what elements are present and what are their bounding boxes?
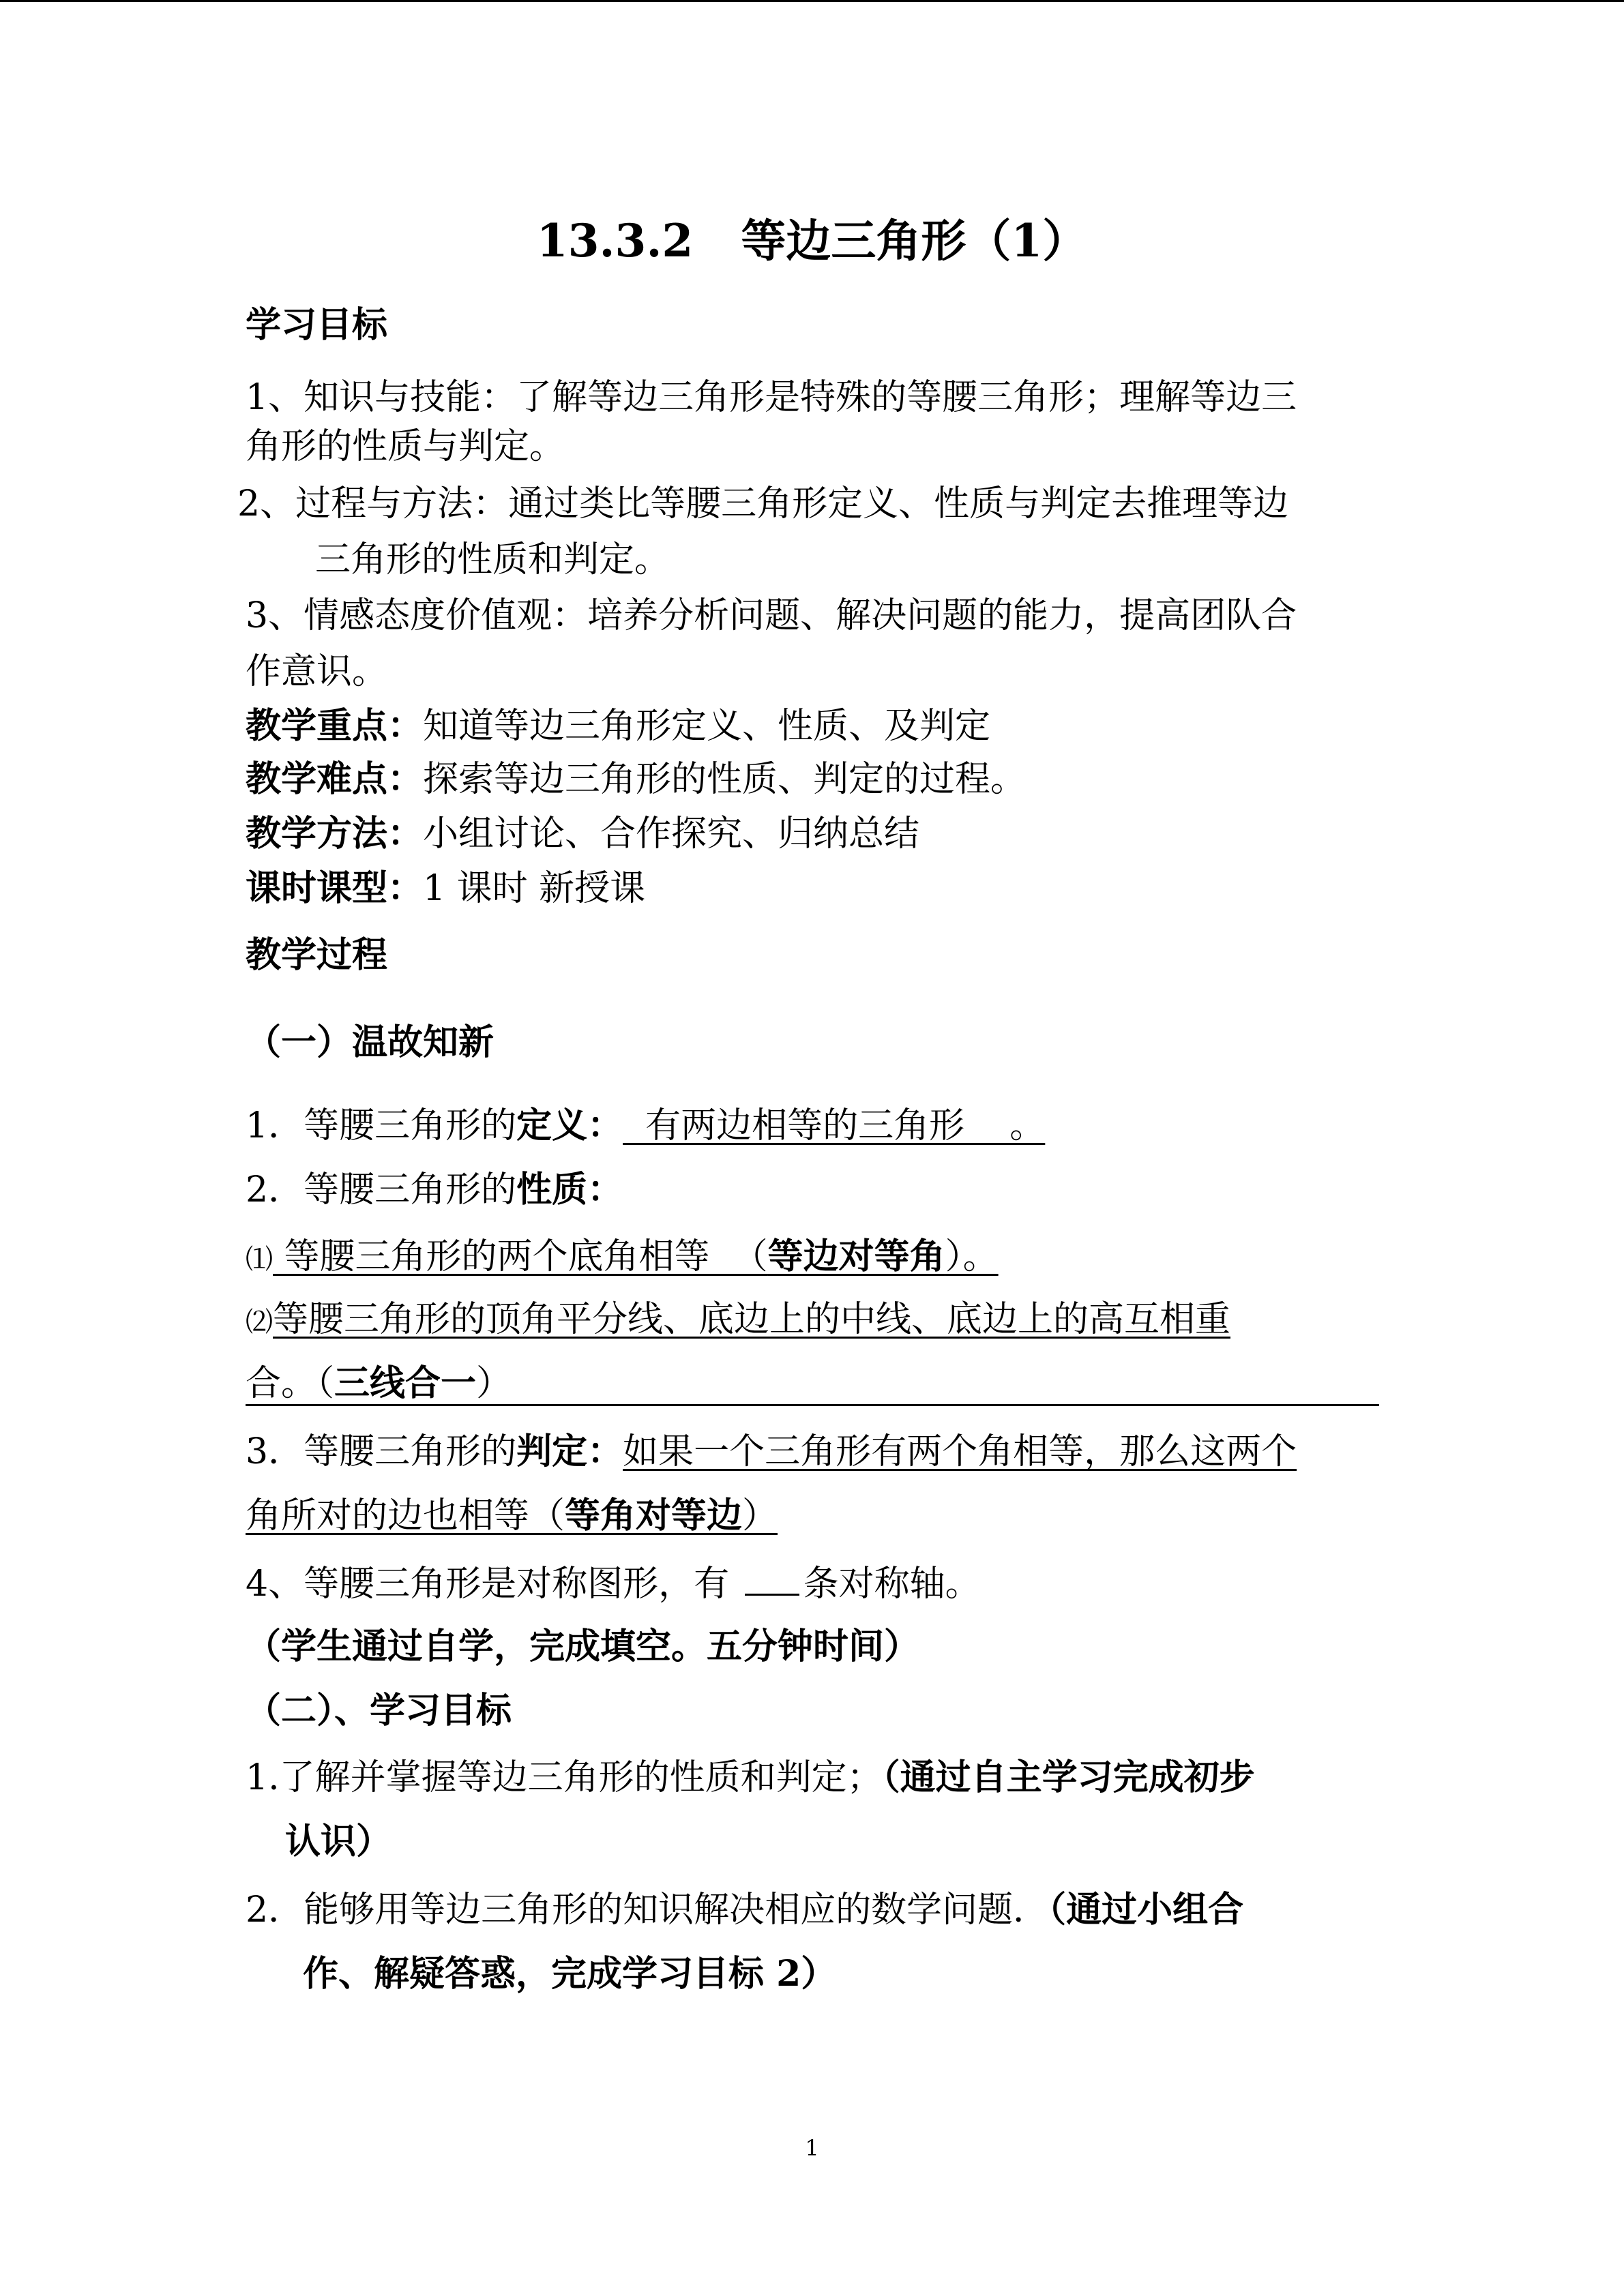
section-objectives-heading: （二）、学习目标 <box>246 1690 512 1731</box>
question-3-line-2 <box>246 1494 778 1538</box>
page-number: 1 <box>805 2135 819 2161</box>
property-2-rule: 三线合一 <box>334 1362 477 1404</box>
property-2-text: 等腰三角形的顶角平分线、底边上的中线、底边上的高互相重 <box>273 1299 1231 1340</box>
lesson-type <box>246 867 645 910</box>
question-4-b: 条对称轴。 <box>803 1564 981 1605</box>
question-1-prefix: 1．等腰三角形的 <box>246 1105 517 1146</box>
property-2-line-2-b: ） <box>476 1363 512 1404</box>
goal-1-line-2: 认识） <box>285 1821 392 1862</box>
process-heading: 教学过程 <box>246 934 388 976</box>
goal-1-line-1 <box>246 1756 1255 1800</box>
property-1-rule: 等边对等角 <box>767 1236 945 1277</box>
property-1-mark: ⑴ <box>246 1244 273 1275</box>
objective-1-line-2: 角形的性质与判定。 <box>246 426 565 467</box>
property-1-text: 等腰三角形的两个底角相等 （ <box>273 1236 768 1277</box>
objective-3-line-1: 3、情感态度价值观：培养分析问题、解决问题的能力，提高团队合 <box>246 595 1297 636</box>
section-review-heading: （一）温故知新 <box>246 1022 494 1063</box>
lesson-type-value: 1 课时 新授课 <box>423 868 646 909</box>
question-4-blank[interactable] <box>745 1560 799 1596</box>
property-1-underlined <box>273 1236 999 1277</box>
teaching-key-point <box>246 704 990 748</box>
objective-1-line-1: 1、知识与技能：了解等边三角形是特殊的等腰三角形；理解等边三 <box>246 377 1297 418</box>
teaching-method <box>246 812 919 856</box>
teaching-method-label: 教学方法： <box>246 813 424 854</box>
self-study-note: （学生通过自学，完成填空。五分钟时间） <box>246 1626 920 1667</box>
goal-2-note: （通过小组合 <box>1048 1889 1244 1930</box>
goal-1-text: 1.了解并掌握等边三角形的性质和判定； <box>246 1757 883 1798</box>
property-2-line-1 <box>246 1298 1230 1344</box>
question-1 <box>246 1104 1045 1148</box>
question-3-prefix: 3．等腰三角形的 <box>246 1431 517 1472</box>
teaching-difficult-value: 探索等边三角形的性质、判定的过程。 <box>423 759 1027 800</box>
page-title <box>0 213 1624 268</box>
question-1-answer: 有两边相等的三角形 。 <box>623 1105 1046 1146</box>
question-2-term: 性质： <box>516 1169 623 1210</box>
question-3-answer: 如果一个三角形有两个角相等，那么这两个 <box>623 1431 1297 1472</box>
question-2 <box>246 1168 623 1212</box>
teaching-key-label: 教学重点： <box>246 705 424 747</box>
objective-3-line-2: 作意识。 <box>246 651 388 692</box>
title-number: 13.3.2 <box>536 214 694 267</box>
objectives-heading: 学习目标 <box>246 304 388 346</box>
question-4-a: 4、等腰三角形是对称图形，有 <box>246 1564 741 1605</box>
property-1-end: ）。 <box>945 1236 999 1277</box>
question-4 <box>246 1560 981 1606</box>
objective-2-line-1: 2、过程与方法：通过类比等腰三角形定义、性质与判定去推理等边 <box>237 483 1289 524</box>
goal-2-line-1 <box>246 1888 1243 1932</box>
teaching-key-value: 知道等边三角形定义、性质、及判定 <box>423 706 991 747</box>
goal-2-text: 2．能够用等边三角形的知识解决相应的数学问题． <box>246 1890 1049 1930</box>
property-1 <box>246 1235 999 1281</box>
property-2-line-2-a: 合。（ <box>246 1363 335 1404</box>
objective-2-line-2: 三角形的性质和判定。 <box>315 539 670 580</box>
question-1-term: 定义： <box>516 1105 623 1146</box>
question-3-line-2-underlined <box>246 1495 778 1536</box>
property-2-mark: ⑵ <box>246 1307 273 1338</box>
question-3-line-2-b: ） <box>742 1495 778 1536</box>
question-2-prefix: 2．等腰三角形的 <box>246 1169 517 1210</box>
goal-2-line-2: 作、解疑答惑，完成学习目标 2） <box>303 1953 837 1995</box>
property-2-line-2 <box>246 1362 512 1405</box>
goal-1-note: （通过自主学习完成初步 <box>882 1757 1255 1798</box>
lesson-type-label: 课时课型： <box>246 867 424 909</box>
teaching-difficult-label: 教学难点： <box>246 758 424 800</box>
question-3-term: 判定： <box>516 1431 623 1472</box>
question-3-line-1 <box>246 1430 1297 1474</box>
teaching-difficult-point <box>246 758 1026 801</box>
teaching-method-value: 小组讨论、合作探究、归纳总结 <box>423 814 920 854</box>
title-text: 等边三角形（1） <box>741 214 1088 267</box>
property-2-underline <box>246 1404 1379 1406</box>
question-3-rule: 等角对等边 <box>565 1495 743 1536</box>
question-3-line-2-a: 角所对的边也相等（ <box>246 1495 565 1536</box>
